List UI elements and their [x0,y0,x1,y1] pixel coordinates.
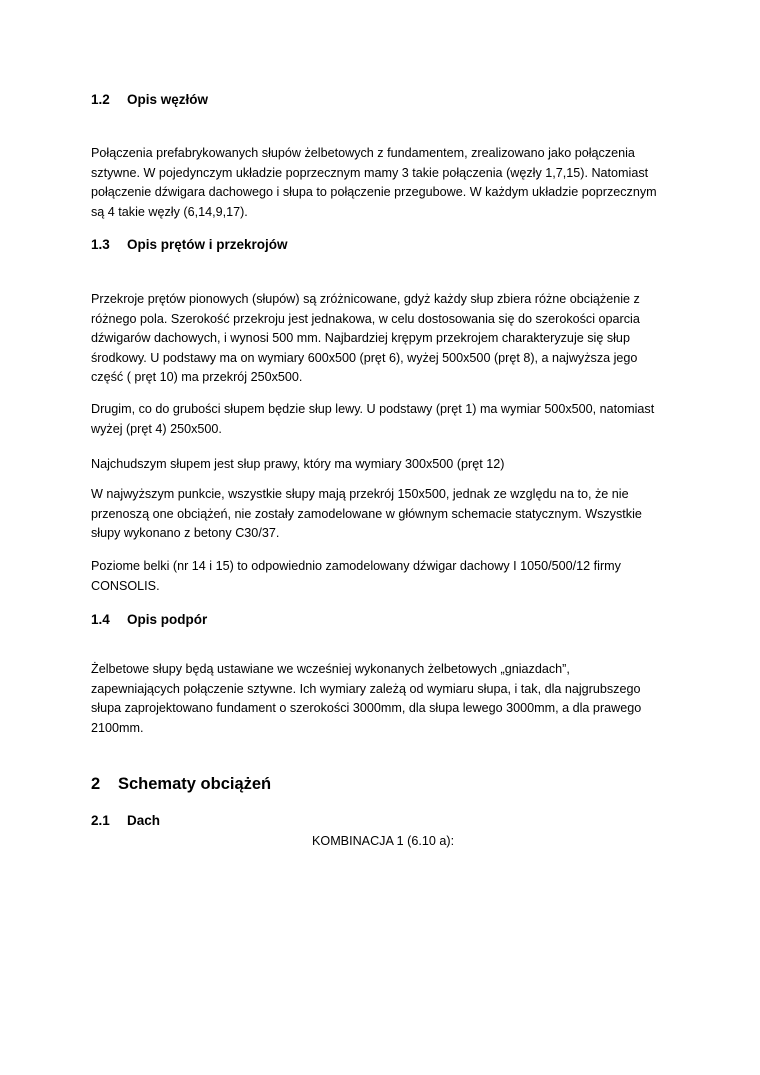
heading-1-4 [91,612,207,627]
paragraph-cross-sections [91,290,691,388]
heading-title: Schematy obciążeń [118,775,272,793]
text-line: połączenie dźwigara dachowego i słupa to połączenie przegubowe. W każdym układzie poprzecznym [91,185,657,199]
heading-number: 2.1 [91,813,110,828]
heading-2 [91,775,271,794]
heading-1-2 [91,92,208,107]
paragraph-connections [91,144,691,222]
heading-number: 2 [91,775,101,793]
text-line: słupa zaprojektowano fundament o szerokości 3000mm, dla słupa lewego 3000mm, a dla prawego [91,701,642,715]
text-line: część ( pręt 10) ma przekrój 250x500. [91,370,303,384]
paragraph-top-columns [91,485,691,544]
heading-number: 1.2 [91,92,110,107]
text-line: CONSOLIS. [91,578,160,593]
text-line: zapewniających połączenie sztywne. Ich wymiary zależą od wymiaru słupa, i tak, dla najgrubszego [91,681,641,696]
paragraph-left-column [91,400,691,439]
text-line: W najwyższym punkcie, wszystkie słupy mają przekrój 150x500, jednak ze względu na to, że nie [91,487,629,501]
text-line: Drugim, co do grubości słupem będzie słup lewy. U podstawy (pręt 1) ma wymiar 500x500, natomiast [91,402,655,416]
paragraph-right-column [91,455,691,475]
text-line: różnego pola. Szerokość przekroju jest jednakowa, w celu dostosowania się do szerokości oparcia [91,311,640,326]
text-line: Najchudszym słupem jest słup prawy, który ma wymiary 300x500 (pręt 12) [91,457,505,471]
text-line: słupy wykonano z betony C30/37. [91,526,280,540]
heading-2-1 [91,813,160,828]
heading-title: Opis prętów i przekrojów [127,237,288,252]
heading-number: 1.4 [91,612,110,627]
combination-label: KOMBINACJA 1 (6.10 a): [312,834,455,848]
heading-1-3 [91,237,288,252]
text-line: Poziome belki (nr 14 i 15) to odpowiednio zamodelowany dźwigar dachowy I 1050/500/12 firmy [91,559,621,573]
text-line: 2100mm. [91,720,144,735]
text-line: Przekroje prętów pionowych (słupów) są zróżnicowane, gdyż każdy słup zbiera różne obciążenie z [91,292,640,306]
text-line: środkowy. U podstawy ma on wymiary 600x500 (pręt 6), wyżej 500x500 (pręt 8), a najwyższa jego [91,350,638,365]
text-line: sztywne. W pojedynczym układzie poprzecznym mamy 3 takie połączenia (węzły 1,7,15). Natomiast [91,165,649,180]
heading-number: 1.3 [91,237,110,252]
text-line: wyżej (pręt 4) 250x500. [91,421,222,436]
heading-title: Opis węzłów [127,92,209,107]
text-line: przenoszą one obciążeń, nie zostały zamodelowane w głównym schemacie statycznym. Wszystkie [91,506,642,521]
text-line: dźwigarów dachowych, i wynosi 500 mm. Najbardziej krępym przekrojem charakteryzuje się słup [91,331,630,345]
text-line: Żelbetowe słupy będą ustawiane we wcześniej wykonanych żelbetowych „gniazdach”, [91,662,570,676]
paragraph-supports [91,660,691,738]
paragraph-beams [91,557,691,596]
text-line: są 4 takie węzły (6,14,9,17). [91,204,248,219]
text-line: Połączenia prefabrykowanych słupów żelbetowych z fundamentem, zrealizowano jako połączenia [91,146,635,160]
heading-title: Opis podpór [127,612,208,627]
heading-title: Dach [127,813,161,828]
